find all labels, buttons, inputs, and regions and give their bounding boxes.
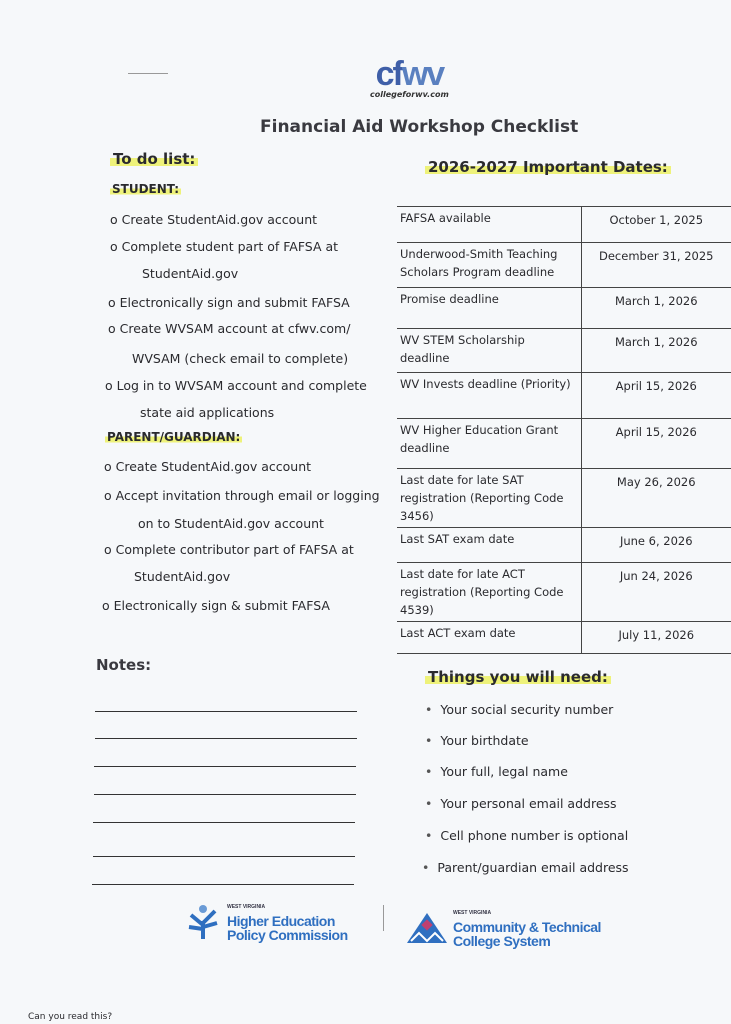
table-row bbox=[397, 528, 731, 563]
note-line[interactable] bbox=[92, 884, 354, 885]
list-item: o Accept invitation through email or logging bbox=[104, 488, 380, 503]
list-item: o Electronically sign & submit FAFSA bbox=[102, 598, 330, 613]
table-row bbox=[397, 419, 731, 469]
event-cell: Last date for late ACT registration (Reporting Code 4539) bbox=[397, 563, 581, 622]
hepc-logo: WEST VIRGINIA Higher Education Policy Commission bbox=[183, 900, 348, 942]
caption: Can you read this? bbox=[28, 1012, 113, 1022]
table-row bbox=[397, 622, 731, 654]
date-cell: April 15, 2026 bbox=[581, 419, 731, 469]
table-row bbox=[397, 288, 731, 329]
list-item: o Electronically sign and submit FAFSA bbox=[108, 295, 350, 310]
needs-heading: Things you will need: bbox=[425, 668, 611, 686]
page-title: Financial Aid Workshop Checklist bbox=[260, 117, 579, 137]
note-line[interactable] bbox=[94, 794, 356, 795]
list-item: • Parent/guardian email address bbox=[422, 860, 629, 875]
dates-heading: 2026-2027 Important Dates: bbox=[425, 158, 671, 176]
date-cell: June 6, 2026 bbox=[581, 528, 731, 563]
event-cell: WV STEM Scholarship deadline bbox=[397, 329, 581, 373]
list-item: on to StudentAid.gov account bbox=[138, 516, 324, 531]
date-cell: March 1, 2026 bbox=[581, 288, 731, 329]
event-cell: Promise deadline bbox=[397, 288, 581, 329]
list-item: • Your social security number bbox=[425, 702, 613, 717]
event-cell: Underwood-Smith Teaching Scholars Program deadline bbox=[397, 243, 581, 288]
notes-heading: Notes: bbox=[96, 656, 152, 674]
ctcs-logo: WEST VIRGINIA Community & Technical College System bbox=[405, 906, 601, 948]
date-cell: July 11, 2026 bbox=[581, 622, 731, 654]
list-item: state aid applications bbox=[140, 405, 275, 420]
table-row bbox=[397, 243, 731, 288]
list-item: • Your personal email address bbox=[425, 796, 617, 811]
event-cell: Last ACT exam date bbox=[397, 622, 581, 654]
list-item: o Complete student part of FAFSA at bbox=[110, 239, 339, 254]
list-item: • Your full, legal name bbox=[425, 764, 568, 779]
table-row bbox=[397, 373, 731, 419]
table-row bbox=[397, 563, 731, 622]
note-line[interactable] bbox=[93, 856, 355, 857]
list-item: StudentAid.gov bbox=[134, 569, 231, 584]
event-cell: FAFSA available bbox=[397, 207, 581, 243]
list-item: WVSAM (check email to complete) bbox=[132, 351, 349, 366]
note-line[interactable] bbox=[95, 738, 357, 739]
cfwv-logo: cfwv collegeforwv.com bbox=[370, 55, 449, 99]
list-item: o Complete contributor part of FAFSA at bbox=[104, 542, 354, 557]
note-line[interactable] bbox=[94, 766, 356, 767]
date-cell: Jun 24, 2026 bbox=[581, 563, 731, 622]
list-item: o Create StudentAid.gov account bbox=[110, 212, 318, 227]
todo-heading: To do list: bbox=[110, 150, 198, 168]
list-item: • Your birthdate bbox=[425, 733, 529, 748]
list-item: o Create WVSAM account at cfwv.com/ bbox=[108, 321, 351, 336]
top-mark bbox=[128, 73, 168, 74]
mountain-icon bbox=[405, 909, 449, 945]
list-item: StudentAid.gov bbox=[142, 266, 239, 281]
parent-heading: PARENT/GUARDIAN: bbox=[107, 430, 241, 444]
date-cell: May 26, 2026 bbox=[581, 469, 731, 528]
dates-table bbox=[397, 206, 731, 654]
logo-divider bbox=[383, 905, 384, 931]
event-cell: Last SAT exam date bbox=[397, 528, 581, 563]
tree-icon bbox=[183, 901, 223, 941]
event-cell: Last date for late SAT registration (Reporting Code 3456) bbox=[397, 469, 581, 528]
event-cell: WV Higher Education Grant deadline bbox=[397, 419, 581, 469]
date-cell: October 1, 2025 bbox=[581, 207, 731, 243]
list-item: o Log in to WVSAM account and complete bbox=[105, 378, 367, 393]
date-cell: March 1, 2026 bbox=[581, 329, 731, 373]
list-item: o Create StudentAid.gov account bbox=[104, 459, 312, 474]
date-cell: December 31, 2025 bbox=[581, 243, 731, 288]
list-item: • Cell phone number is optional bbox=[425, 828, 628, 843]
student-heading: STUDENT: bbox=[112, 182, 180, 196]
note-line[interactable] bbox=[95, 711, 357, 712]
table-row bbox=[397, 207, 731, 243]
table-row bbox=[397, 329, 731, 373]
note-line[interactable] bbox=[93, 822, 355, 823]
date-cell: April 15, 2026 bbox=[581, 373, 731, 419]
table-row bbox=[397, 469, 731, 528]
event-cell: WV Invests deadline (Priority) bbox=[397, 373, 581, 419]
